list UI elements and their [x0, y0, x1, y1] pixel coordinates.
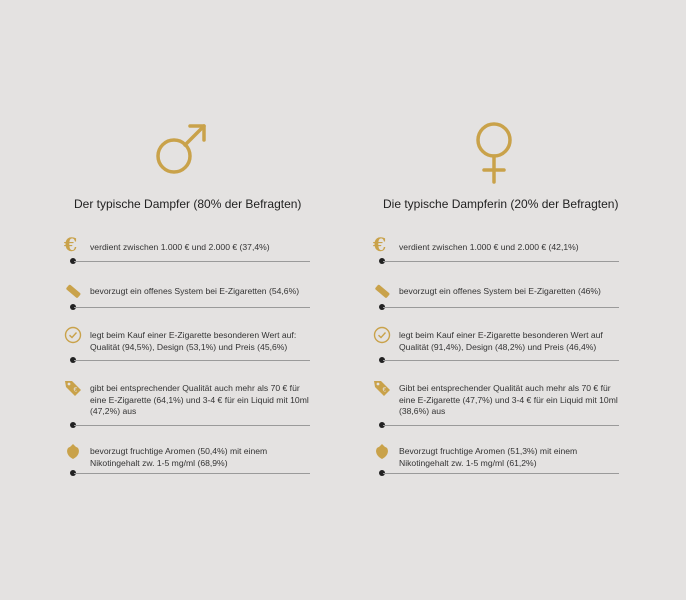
female-profile-column [373, 0, 633, 600]
divider [383, 307, 619, 308]
svg-text:€: € [73, 386, 78, 394]
item-text: legt beim Kauf einer E-Zigarette besonderen Wert auf Qualität (91,4%), Design (48,2%) und Preis (46,4%) [399, 330, 603, 352]
divider [74, 360, 310, 361]
divider [383, 261, 619, 262]
divider [74, 261, 310, 262]
item-text: gibt bei entsprechender Qualität auch mehr als 70 € für eine E-Zigarette (64,1%) und 3-4 € für ein Liquid mit 10ml (47,2%) aus [90, 383, 309, 416]
price-tag-icon [64, 379, 82, 397]
male-profile-column [64, 0, 324, 600]
item-text: legt beim Kauf einer E-Zigarette besonderen Wert auf: Qualität (94,5%), Design (53,1%) und Preis (45,6%) [90, 330, 297, 352]
check-circle-icon [373, 326, 391, 344]
vape-pen-icon [64, 282, 82, 300]
item-text: Bevorzugt fruchtige Aromen (51,3%) mit einem Nikotingehalt zw. 1-5 mg/ml (61,2%) [399, 446, 578, 468]
item-text: verdient zwischen 1.000 € und 2.000 € (42,1%) [399, 242, 579, 252]
euro-icon: € [373, 234, 387, 256]
svg-text:€: € [382, 386, 387, 394]
male-heading: Der typische Dampfer (80% der Befragten) [74, 197, 302, 211]
vape-pen-icon [373, 282, 391, 300]
item-text: bevorzugt ein offenes System bei E-Zigaretten (54,6%) [90, 286, 300, 296]
price-tag-icon [373, 379, 391, 397]
divider [74, 425, 310, 426]
item-text: bevorzugt fruchtige Aromen (50,4%) mit einem Nikotingehalt zw. 1-5 mg/ml (68,9%) [90, 446, 268, 468]
strawberry-icon [64, 442, 82, 460]
divider [383, 473, 619, 474]
strawberry-icon [373, 442, 391, 460]
item-text: Gibt bei entsprechender Qualität auch mehr als 70 € für eine E-Zigarette (47,7%) und 3-4 € für ein Liquid mit 10ml (38,6%) aus [399, 383, 618, 416]
check-circle-icon [64, 326, 82, 344]
euro-icon: € [64, 234, 78, 256]
item-text: verdient zwischen 1.000 € und 2.000 € (37,4%) [90, 242, 270, 252]
female-heading: Die typische Dampferin (20% der Befragten) [383, 197, 619, 211]
item-text: bevorzugt ein offenes System bei E-Zigaretten (46%) [399, 286, 601, 296]
divider [74, 473, 310, 474]
female-symbol-icon [469, 120, 519, 186]
male-symbol-icon [152, 120, 212, 180]
divider [383, 425, 619, 426]
divider [383, 360, 619, 361]
divider [74, 307, 310, 308]
